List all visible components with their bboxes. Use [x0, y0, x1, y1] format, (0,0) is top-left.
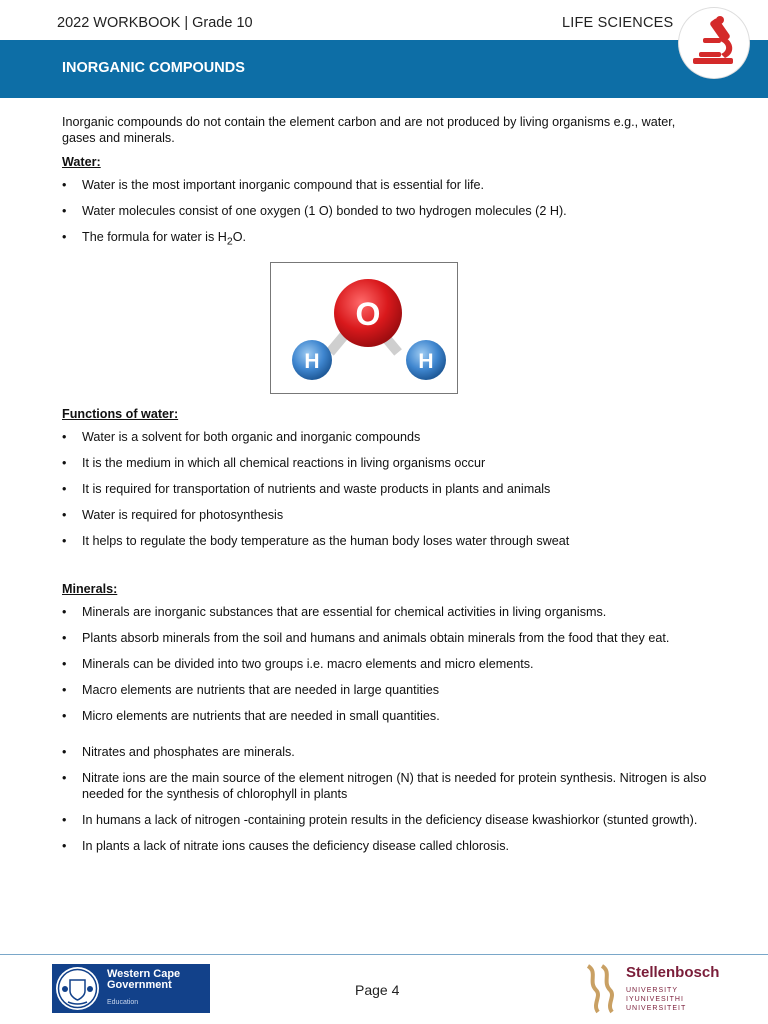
page-title: INORGANIC COMPOUNDS: [62, 60, 245, 76]
list-item: • It is required for transportation of nutrients and waste products in plants and animals: [62, 481, 708, 497]
su-line1: UNIVERSITY: [626, 987, 679, 994]
functions-list: [62, 429, 708, 549]
stellenbosch-emblem-icon: [582, 962, 622, 1016]
list-item: • Plants absorb minerals from the soil and humans and animals obtain minerals from the food that they eat.: [62, 630, 708, 646]
list-item: • Water is required for photosynthesis: [62, 507, 708, 523]
list-item: • It is the medium in which all chemical reactions in living organisms occur: [62, 455, 708, 471]
formula-subscript: 2: [226, 235, 233, 248]
list-item: • Nitrates and phosphates are minerals.: [62, 744, 708, 760]
list-item: • Minerals can be divided into two groups i.e. macro elements and micro elements.: [62, 656, 708, 672]
wcg-name-line2: Government: [107, 979, 172, 991]
wcg-department: Education: [107, 999, 139, 1006]
oxygen-label: O: [355, 295, 381, 332]
intro-paragraph: Inorganic compounds do not contain the element carbon and are not produced by living organisms e.g., water, gases and minerals.: [62, 115, 676, 145]
formula-end: O.: [232, 230, 247, 244]
list-item: • Nitrate ions are the main source of the element nitrogen (N) that is needed for protein synthesis. Nitrogen is also needed for the synthesis of chlorophyll in plants: [62, 770, 708, 802]
western-cape-government-logo: [52, 964, 210, 1013]
footer-divider: [0, 954, 768, 955]
list-item: • Water molecules consist of one oxygen (1 O) bonded to two hydrogen molecules (2 H).: [62, 203, 708, 219]
list-item: • Micro elements are nutrients that are needed in small quantities.: [62, 708, 708, 724]
functions-heading: Functions of water:: [62, 406, 179, 421]
list-item: • In plants a lack of nitrate ions causes the deficiency disease called chlorosis.: [62, 838, 708, 854]
list-item: • Macro elements are nutrients that are needed in large quantities: [62, 682, 708, 698]
list-item: • It helps to regulate the body temperature as the human body loses water through sweat: [62, 533, 708, 549]
stellenbosch-university-logo: [582, 962, 748, 1016]
minerals-heading: Minerals:: [62, 581, 118, 596]
wcg-name-line1: Western Cape: [107, 968, 181, 980]
header-workbook-label: 2022 WORKBOOK | Grade 10: [57, 15, 253, 31]
list-item: • Minerals are inorganic substances that are essential for chemical activities in living organisms.: [62, 604, 708, 620]
hydrogen-label-right: H: [418, 349, 434, 373]
page-number: Page 4: [355, 982, 400, 998]
water-list: [62, 177, 708, 250]
su-line3: UNIVERSITEIT: [626, 1005, 687, 1012]
list-item: • Water is the most important inorganic compound that is essential for life.: [62, 177, 708, 193]
spacer: [62, 559, 708, 581]
water-molecule-diagram: [270, 262, 458, 394]
su-line2: IYUNIVESITHI: [626, 996, 684, 1003]
list-item: • Water is a solvent for both organic and inorganic compounds: [62, 429, 708, 445]
water-heading: Water:: [62, 155, 101, 169]
minerals-list: [62, 604, 708, 724]
coat-of-arms-icon: [56, 967, 99, 1010]
microscope-icon: [679, 8, 749, 78]
header-subject-label: LIFE SCIENCES: [562, 15, 674, 31]
list-item: • In humans a lack of nitrogen -containing protein results in the deficiency disease kwashiorkor (stunted growth).: [62, 812, 708, 828]
content-area: [62, 114, 708, 864]
formula-text: The formula for water is H: [82, 230, 227, 244]
list-item: [62, 229, 708, 250]
spacer: [62, 734, 708, 744]
su-name: Stellenbosch: [626, 964, 720, 981]
hydrogen-label-left: H: [304, 349, 320, 373]
nitrates-list: [62, 744, 708, 854]
